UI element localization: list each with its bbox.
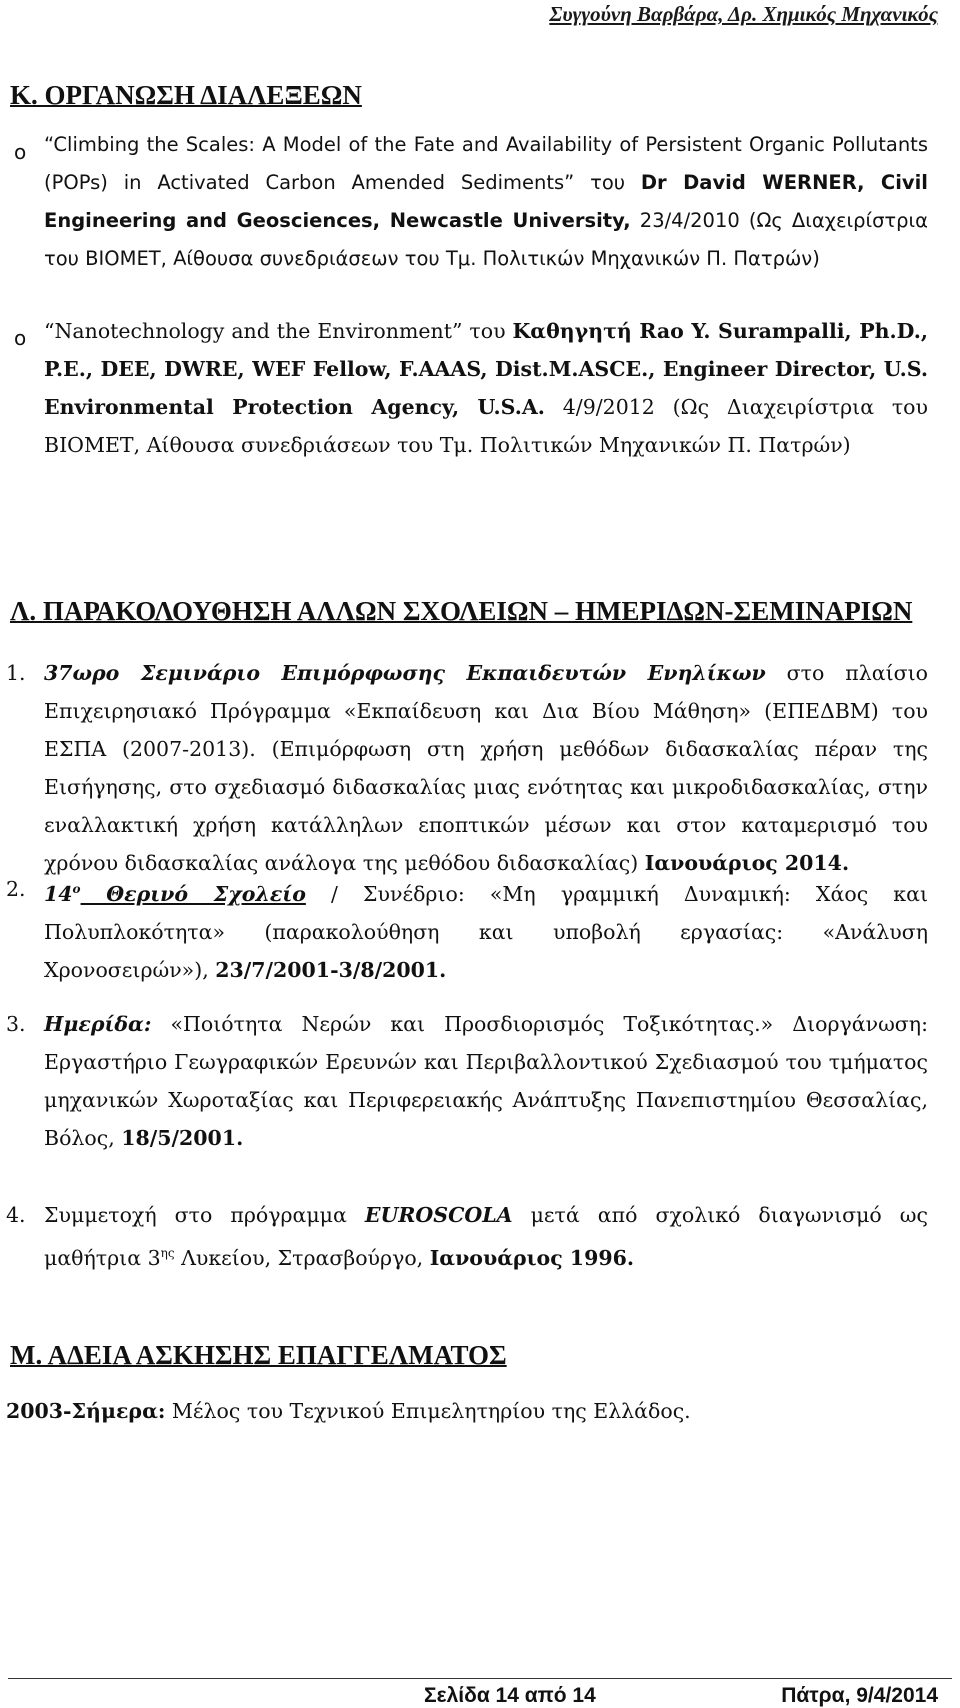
seminar-item-1: 37ωρο Σεμινάριο Επιμόρφωσης Εκπαιδευτών Ενηλίκων στο πλαίσιο Επιχειρησιακό Πρόγραμμα «Εκπαίδευση και Δια Βίου Μάθηση» (ΕΠΕΔΒΜ) του ΕΣΠΑ (2007-2013). (Επιμόρφωση στη χρήση μεθόδων διδασκαλίας πέραν της Εισήγησης, στο σχεδιασμό διδασκαλίας μιας ενότητας και μικροδιδασκαλίας, στην εναλλακτική χρήση κατάλληλων εποπτικών μέσων και στον καταμερισμό του χρόνου διδασκαλίας ανάλογα της μεθόδου διδασκαλίας) Ιανουάριος 2014.	[44, 661, 928, 875]
item-number: 2.	[6, 877, 26, 901]
lecture-item-1: “Climbing the Scales: A Model of the Fate and Availability of Persistent Organic Pollutants (POPs) in Activated Carbon Amended Sediments” του Dr David WERNER, Civil Engineering and Geosciences, Newcastle University, 23/4/2010 (Ως Διαχειρίστρια του ΒΙΟΜΕΤ, Αίθουσα συνεδριάσεων του Τμ. Πολιτικών Μηχανικών Π. Πατρών)	[44, 133, 928, 270]
footer-place-date: Πάτρα, 9/4/2014	[781, 1684, 938, 1707]
section-m-title: Μ. ΑΔΕΙΑ ΑΣΚΗΣΗΣ ΕΠΑΓΓΕΛΜΑΤΟΣ	[10, 1340, 507, 1370]
item-number: 1.	[6, 661, 26, 685]
item-number: 3.	[6, 1012, 26, 1036]
seminar-item-3: Ημερίδα: «Ποιότητα Νερών και Προσδιορισμός Τοξικότητας.» Διοργάνωση: Εργαστήριο Γεωγραφικών Ερευνών και Περιβαλλοντικού Σχεδιασμού του τμήματος μηχανικών Χωροταξίας και Περιφερειακής Ανάπτυξης Πανεπιστημίου Θεσσαλίας, Βόλος, 18/5/2001.	[44, 1012, 928, 1150]
seminar-item-2: $14^o$ Θερινό Σχολείο / Συνέδριο: «Μη γραμμική Δυναμική: Χάος και Πολυπλοκότητα» (παρακολούθηση και υποβολή εργασίας: «Ανάλυση Χρονοσειρών»), 23/7/2001-3/8/2001.	[44, 881, 929, 982]
footer-page-number: Σελίδα 14 από 14	[424, 1684, 596, 1707]
page-header-author: Συγγούνη Βαρβάρα, Δρ. Χημικός Μηχανικός	[549, 2, 938, 26]
seminar-item-4: Συμμετοχή στο πρόγραμμα EUROSCOLA μετά από σχολικό διαγωνισμό ως μαθήτρια $3^{\eta\varsigma}$ Λυκείου, Στρασβούργο, Ιανουάριος 1996.	[44, 1203, 928, 1270]
license-entry: 2003-Σήμερα: Μέλος του Τεχνικού Επιμελητηρίου της Ελλάδος.	[6, 1399, 691, 1423]
section-k-title: Κ. ΟΡΓΑΝΩΣΗ ΔΙΑΛΕΞΕΩΝ	[10, 80, 362, 110]
section-l-title: Λ. ΠΑΡΑΚΟΛΟΥΘΗΣΗ ΑΛΛΩΝ ΣΧΟΛΕΙΩΝ – ΗΜΕΡΙΔΩΝ-ΣΕΜΙΝΑΡΙΩΝ	[10, 596, 913, 626]
bullet-marker: o	[14, 326, 27, 350]
lecture-item-2: “Nanotechnology and the Environment” του Καθηγητή Rao Y. Surampalli, Ph.D., P.E., DEE, DWRE, WEF Fellow, F.AAAS, Dist.M.ASCE., Engineer Director, U.S. Environmental Protection Agency, U.S.A. 4/9/2012 (Ως Διαχειρίστρια του ΒΙΟΜΕΤ, Αίθουσα συνεδριάσεων του Τμ. Πολιτικών Μηχανικών Π. Πατρών)	[44, 319, 928, 457]
footer-divider	[8, 1678, 952, 1679]
item-number: 4.	[6, 1203, 26, 1227]
bullet-marker: o	[14, 140, 27, 164]
